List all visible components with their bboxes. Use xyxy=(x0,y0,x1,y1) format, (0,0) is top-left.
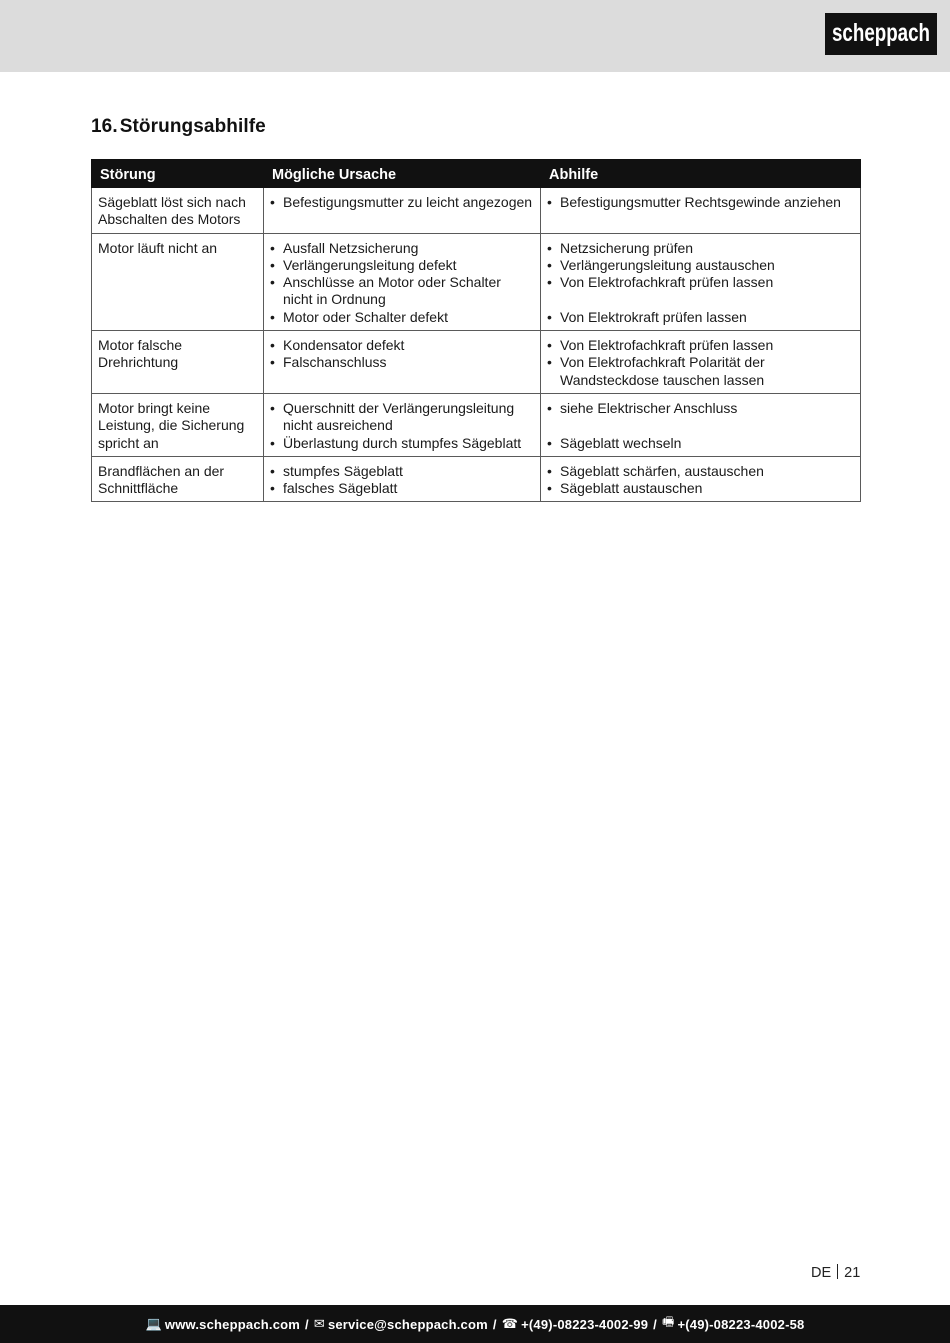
header-fault: Störung xyxy=(92,160,264,188)
header-band xyxy=(0,0,950,72)
list-item xyxy=(547,480,854,497)
table-row xyxy=(92,393,861,456)
cause-text: Überlastung durch stumpfes Sägeblatt xyxy=(283,434,522,451)
fault-cell: Brandflächen an der Schnittfläche xyxy=(92,456,264,502)
bullet-icon: • xyxy=(547,239,552,256)
list-item xyxy=(547,354,854,389)
list-item xyxy=(547,257,854,274)
table-header-row xyxy=(92,160,861,188)
list-item xyxy=(547,309,854,326)
table-row xyxy=(92,331,861,394)
remedy-cell xyxy=(541,331,861,394)
remedy-list xyxy=(547,400,854,452)
list-item xyxy=(270,400,534,435)
footer-separator: / xyxy=(653,1316,657,1332)
remedy-text: Von Elektrofachkraft prüfen lassen xyxy=(560,274,774,291)
page-number-value: 21 xyxy=(844,1265,861,1281)
bullet-icon: • xyxy=(547,194,552,210)
list-item xyxy=(547,274,854,291)
bullet-icon: • xyxy=(270,480,275,497)
bullet-icon: • xyxy=(270,462,275,479)
fault-cell: Sägeblatt löst sich nach Abschalten des Motors xyxy=(92,188,264,234)
cause-cell xyxy=(264,331,541,394)
bullet-icon: • xyxy=(547,354,552,371)
bullet-icon: • xyxy=(547,337,552,354)
bullet-icon: • xyxy=(270,256,275,273)
cause-text: Ausfall Netzsicherung xyxy=(283,239,419,256)
remedy-text: Von Elektrofachkraft prüfen lassen xyxy=(560,337,774,354)
remedy-text: siehe Elektrischer Anschluss xyxy=(560,399,738,416)
list-item xyxy=(547,435,854,452)
remedy-text: Von Elektrofachkraft Polarität der Wandsteckdose tauschen lassen xyxy=(560,354,765,388)
remedy-cell xyxy=(541,456,861,502)
bullet-icon: • xyxy=(547,480,552,497)
cause-cell xyxy=(264,456,541,502)
footer-separator: / xyxy=(305,1316,309,1332)
list-item xyxy=(547,463,854,480)
fault-cell: Motor bringt keine Leistung, die Sicherung spricht an xyxy=(92,393,264,456)
cause-list xyxy=(270,194,534,211)
table-row xyxy=(92,456,861,502)
cause-list xyxy=(270,400,534,452)
cause-text: stumpfes Sägeblatt xyxy=(283,462,403,479)
list-item xyxy=(547,194,854,211)
bullet-icon: • xyxy=(270,337,275,354)
bullet-icon: • xyxy=(547,399,552,416)
bullet-icon: • xyxy=(547,274,552,291)
logo-wordmark xyxy=(829,17,933,51)
cause-list xyxy=(270,240,534,326)
footer-website[interactable]: www.scheppach.com xyxy=(164,1316,301,1332)
cause-text: Befestigungsmutter zu leicht angezogen xyxy=(283,194,533,210)
list-item xyxy=(270,463,534,480)
cause-text: falsches Sägeblatt xyxy=(283,480,398,497)
remedy-text: Sägeblatt schärfen, austauschen xyxy=(560,462,764,479)
cause-text: Kondensator defekt xyxy=(283,337,405,354)
list-item xyxy=(270,240,534,257)
bullet-icon: • xyxy=(270,434,275,451)
cause-cell xyxy=(264,393,541,456)
footer-separator: / xyxy=(492,1316,497,1332)
remedy-text: Von Elektrokraft prüfen lassen xyxy=(560,308,747,325)
page-number xyxy=(811,1264,860,1281)
phone-icon: ☎ xyxy=(501,1316,519,1331)
remedy-cell xyxy=(541,233,861,330)
computer-icon: 💻 xyxy=(145,1316,162,1331)
remedy-list xyxy=(547,240,854,326)
cause-cell xyxy=(264,233,541,330)
list-item xyxy=(547,337,854,354)
section-number: 16. xyxy=(91,116,118,137)
bullet-icon: • xyxy=(547,308,552,325)
list-item xyxy=(547,240,854,257)
cause-list xyxy=(270,463,534,498)
cause-text: Motor oder Schalter defekt xyxy=(283,308,448,325)
table-row xyxy=(92,233,861,330)
header-cause: Mögliche Ursache xyxy=(264,160,541,188)
list-item xyxy=(270,194,534,211)
list-item xyxy=(547,400,854,417)
page-number-divider xyxy=(837,1264,838,1279)
cause-cell xyxy=(264,188,541,234)
fault-cell: Motor läuft nicht an xyxy=(92,233,264,330)
cause-text: Anschlüsse an Motor oder Schalter nicht in Ordnung xyxy=(283,274,501,308)
footer-phone: +(49)-08223-4002-99 xyxy=(521,1316,649,1332)
footer-bar xyxy=(0,1305,950,1343)
bullet-icon: • xyxy=(270,194,275,210)
list-item xyxy=(270,274,534,309)
remedy-list xyxy=(547,463,854,498)
remedy-list xyxy=(547,337,854,389)
troubleshooting-table xyxy=(91,159,861,502)
list-spacer xyxy=(547,291,854,308)
bullet-icon: • xyxy=(547,256,552,273)
bullet-icon: • xyxy=(547,462,552,479)
section-title-text: Störungsabhilfe xyxy=(119,116,266,137)
remedy-text: Befestigungsmutter Rechtsgewinde anziehen xyxy=(560,194,841,210)
cause-text: Verlängerungsleitung defekt xyxy=(283,256,457,273)
remedy-text: Verlängerungsleitung austauschen xyxy=(560,256,775,273)
table-body xyxy=(92,188,861,502)
header-remedy: Abhilfe xyxy=(541,160,861,188)
page-language: DE xyxy=(811,1265,832,1281)
remedy-text: Sägeblatt austauschen xyxy=(560,480,703,497)
svg-text:scheppach: scheppach xyxy=(832,19,930,47)
footer-fax: +(49)-08223-4002-58 xyxy=(677,1316,805,1332)
footer-email[interactable]: service@scheppach.com xyxy=(327,1316,488,1332)
bullet-icon: • xyxy=(270,308,275,325)
fax-icon: 🖷 xyxy=(661,1314,675,1329)
list-item xyxy=(270,435,534,452)
scheppach-logo xyxy=(825,13,937,55)
table-row xyxy=(92,188,861,234)
list-item xyxy=(270,354,534,371)
bullet-icon: • xyxy=(270,399,275,416)
fault-cell: Motor falsche Drehrichtung xyxy=(92,331,264,394)
bullet-icon: • xyxy=(547,434,552,451)
cause-text: Querschnitt der Verlängerungsleitung nicht ausreichend xyxy=(283,399,515,434)
remedy-cell xyxy=(541,393,861,456)
bullet-icon: • xyxy=(270,274,275,291)
list-item xyxy=(270,309,534,326)
list-spacer xyxy=(547,417,854,434)
section-title xyxy=(91,116,266,138)
bullet-icon: • xyxy=(270,354,275,371)
remedy-cell xyxy=(541,188,861,234)
remedy-text: Netzsicherung prüfen xyxy=(560,239,694,256)
cause-list xyxy=(270,337,534,372)
remedy-text: Sägeblatt wechseln xyxy=(560,434,682,451)
list-item xyxy=(270,480,534,497)
list-item xyxy=(270,257,534,274)
bullet-icon: • xyxy=(270,239,275,256)
remedy-list xyxy=(547,194,854,211)
mail-icon: ✉ xyxy=(313,1316,325,1331)
list-item xyxy=(270,337,534,354)
cause-text: Falschanschluss xyxy=(283,354,387,371)
